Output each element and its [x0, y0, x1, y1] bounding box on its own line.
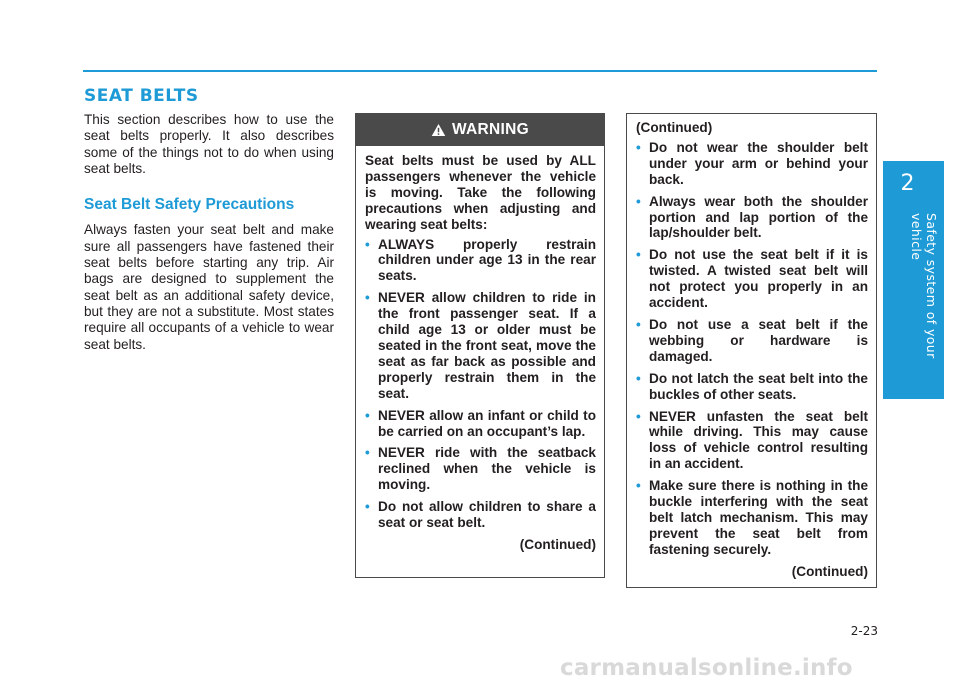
bullet-icon: •	[636, 193, 641, 209]
list-item: • Do not use the seat belt if it is twisted. A twisted seat belt will not protect you properly in an accident.	[636, 247, 868, 311]
warning-triangle-icon	[431, 123, 446, 137]
precautions-paragraph: Always fasten your seat belt and make sure all passengers have fastened their seat belts before starting any trip. Air bags are designed to supplement the seat belt as an additional safety device, but they are not a substitute. Most states require all occupants of a vehicle to wear seat belts.	[84, 222, 334, 352]
list-item: • Do not use a seat belt if the webbing or hardware is damaged.	[636, 316, 868, 364]
bullet-icon: •	[636, 408, 641, 424]
continued-label: (Continued)	[519, 536, 596, 552]
list-item: • Do not latch the seat belt into the buckles of other seats.	[636, 370, 868, 402]
bullet-icon: •	[636, 139, 641, 155]
bullet-icon: •	[365, 407, 370, 423]
list-item: • ALWAYS properly restrain children under age 13 in the rear seats.	[365, 236, 596, 284]
chapter-side-tab	[883, 161, 944, 399]
list-item: • NEVER ride with the seatback reclined when the vehicle is moving.	[365, 445, 596, 493]
section-title: SEAT BELTS	[84, 86, 199, 106]
bullet-icon: •	[636, 247, 641, 263]
chapter-number: 2	[900, 171, 915, 196]
page-number: 2-23	[850, 624, 878, 638]
bullet-icon: •	[365, 445, 370, 461]
watermark: carmanualsonline.info	[560, 655, 853, 681]
list-item: • Do not wear the shoulder belt under your arm or behind your back.	[636, 139, 868, 187]
bullet-icon: •	[636, 316, 641, 332]
continuation-box	[626, 113, 877, 588]
list-item: • NEVER allow children to ride in the front passenger seat. If a child age 13 or older must be seated in the front seat, move the seat as far back as possible and properly restrain them in the seat.	[365, 290, 596, 401]
continued-label: (Continued)	[791, 563, 868, 579]
list-item: • NEVER allow an infant or child to be carried on an occupant’s lap.	[365, 407, 596, 439]
warning-body	[356, 146, 604, 553]
list-item: • NEVER unfasten the seat belt while driving. This may cause loss of vehicle control resulting in an accident.	[636, 408, 868, 472]
top-rule	[83, 70, 877, 72]
warning-list	[365, 237, 596, 531]
chapter-label: Safety system of your vehicle	[909, 213, 939, 359]
bullet-icon: •	[365, 290, 370, 306]
bullet-icon: •	[636, 370, 641, 386]
intro-paragraph: This section describes how to use the seat belts properly. It also describes some of the things not to do when using seat belts.	[84, 112, 334, 176]
warning-box	[355, 113, 605, 578]
subheading: Seat Belt Safety Precautions	[84, 196, 295, 214]
continuation-lead: (Continued)	[636, 120, 713, 135]
list-item: • Do not allow children to share a seat or seat belt.	[365, 499, 596, 531]
list-item: • Always wear both the shoulder portion and lap portion of the lap/shoulder belt.	[636, 193, 868, 241]
warning-title: WARNING	[451, 121, 529, 138]
continuation-body	[627, 114, 876, 580]
continuation-list	[636, 140, 868, 558]
left-column	[84, 112, 334, 353]
warning-header	[356, 114, 604, 146]
warning-lead: Seat belts must be used by ALL passengers whenever the vehicle is moving. Take the following precautions when adjusting and wearing seat belts:	[365, 153, 596, 232]
list-item: • Make sure there is nothing in the buckle interfering with the seat belt latch mechanism. This may prevent the seat belt from fastening securely.	[636, 478, 868, 557]
bullet-icon: •	[365, 499, 370, 515]
bullet-icon: •	[365, 236, 370, 252]
bullet-icon: •	[636, 478, 641, 494]
